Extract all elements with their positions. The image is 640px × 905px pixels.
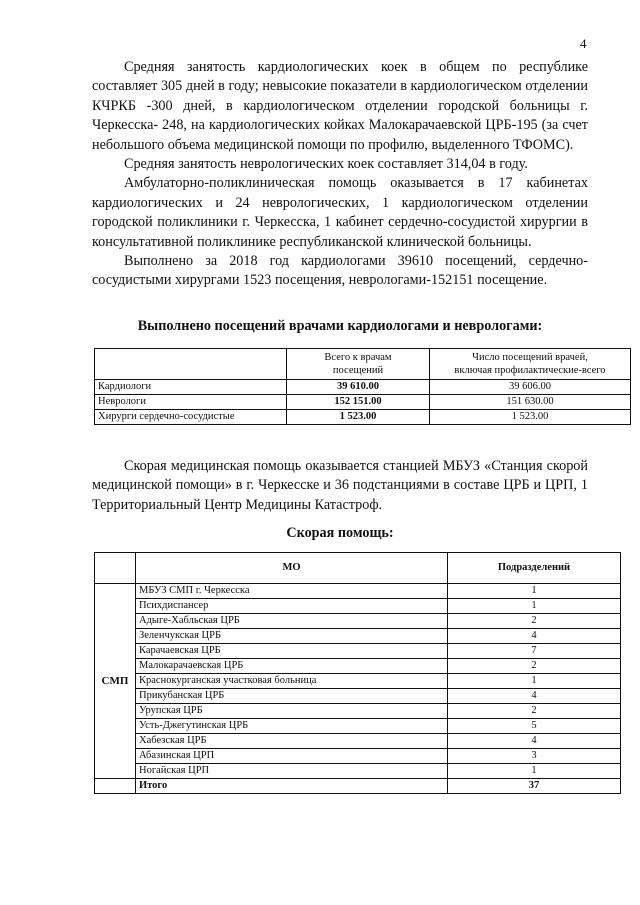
total-visits: 1 523.00: [287, 410, 430, 425]
table-row: [95, 584, 621, 599]
paragraph: Амбулаторно-поликлиническая помощь оказывается в 17 кабинетах кардиологических и 24 неврологических, 1 кардиологическом отделении городской поликлиники г. Черкесска, 1 кабинет сердечно-сосудистой хирургии в консультативной поликлинике республиканской клинической больницы.: [92, 175, 588, 250]
total-visits: 39 610.00: [287, 380, 430, 395]
table-row: [95, 704, 621, 719]
units-count: 2: [448, 704, 621, 719]
units-count: 5: [448, 719, 621, 734]
table-row: [95, 764, 621, 779]
mo-name: Краснокурганская участковая больница: [136, 674, 448, 689]
header-text: включая профилактические-всего: [454, 365, 606, 376]
units-count: 1: [448, 599, 621, 614]
row-label: Неврологи: [95, 395, 287, 410]
page-number: 4: [580, 36, 587, 51]
visits-incl: 39 606.00: [430, 380, 631, 395]
table-header-cell: [287, 349, 430, 380]
mo-name: Карачаевская ЦРБ: [136, 644, 448, 659]
units-count: 4: [448, 734, 621, 749]
table-row: [95, 395, 631, 410]
units-count: 2: [448, 614, 621, 629]
visits-incl: 1 523.00: [430, 410, 631, 425]
table-row: [95, 734, 621, 749]
paragraph: Средняя занятость кардиологических коек в общем по республике составляет 305 дней в году; невысокие показатели в кардиологическом отделении КЧРКБ -300 дней, в кардиологическом отделении городской больницы г. Черкесска- 248, на кардиологических койках Малокарачаевской ЦРБ-195 (за счет небольшого объема медицинской помощи по профилю, выделенного ТФОМС).: [92, 59, 588, 153]
header-text: Число посещений врачей,: [472, 352, 588, 363]
mo-name: Адыге-Хабльская ЦРБ: [136, 614, 448, 629]
total-label: Итого: [136, 779, 448, 794]
total-visits: 152 151.00: [287, 395, 430, 410]
units-count: 2: [448, 659, 621, 674]
row-label: Хирурги сердечно-сосудистые: [95, 410, 287, 425]
table-header-cell: [95, 349, 287, 380]
ambulance-table: [94, 552, 621, 794]
header-mo: МО: [136, 553, 448, 584]
mo-name: МБУЗ СМП г. Черкесска: [136, 584, 448, 599]
units-count: 3: [448, 749, 621, 764]
paragraph: Средняя занятость неврологических коек составляет 314,04 в году.: [124, 156, 528, 173]
table-header-row: [95, 553, 621, 584]
table-row: [95, 674, 621, 689]
visits-incl: 151 630.00: [430, 395, 631, 410]
mo-name: Абазинская ЦРП: [136, 749, 448, 764]
mo-name: Прикубанская ЦРБ: [136, 689, 448, 704]
units-count: 1: [448, 764, 621, 779]
mo-name: Психдиспансер: [136, 599, 448, 614]
total-spacer: [95, 779, 136, 794]
units-count: 4: [448, 629, 621, 644]
units-count: 1: [448, 674, 621, 689]
table-row: [95, 719, 621, 734]
header-units: Подразделений: [448, 553, 621, 584]
intro-text: [92, 58, 588, 291]
table-row: [95, 380, 631, 395]
table-row: [95, 629, 621, 644]
table-row: [95, 644, 621, 659]
mo-name: Урупская ЦРБ: [136, 704, 448, 719]
table-row: [95, 599, 621, 614]
ambulance-text: [92, 457, 588, 515]
mo-name: Хабезская ЦРБ: [136, 734, 448, 749]
row-label: Кардиологи: [95, 380, 287, 395]
mo-name: Усть-Джегутинская ЦРБ: [136, 719, 448, 734]
table-row: [95, 659, 621, 674]
paragraph: Выполнено за 2018 год кардиологами 39610 посещений, сердечно-сосудистыми хирургами 1523 посещения, неврологами-152151 посещение.: [92, 253, 588, 289]
units-count: 4: [448, 689, 621, 704]
total-value: 37: [448, 779, 621, 794]
mo-name: Малокарачаевская ЦРБ: [136, 659, 448, 674]
units-count: 1: [448, 584, 621, 599]
mo-name: Ногайская ЦРП: [136, 764, 448, 779]
table-header-cell: [430, 349, 631, 380]
paragraph: Скорая медицинская помощь оказывается станцией МБУЗ «Станция скорой медицинской помощи» в г. Черкесске и 36 подстанциями в составе ЦРБ и ЦРП, 1 Территориальный Центр Медицины Катастроф.: [92, 458, 588, 513]
ambulance-heading: Скорая помощь:: [286, 525, 394, 541]
header-text: посещений: [332, 365, 384, 376]
table-row: [95, 410, 631, 425]
table-row: [95, 689, 621, 704]
total-row: [95, 779, 621, 794]
visits-table: [94, 348, 631, 425]
group-label: СМП: [95, 584, 136, 779]
table-header-cell: [95, 553, 136, 584]
table-row: [95, 614, 621, 629]
mo-name: Зеленчукская ЦРБ: [136, 629, 448, 644]
visits-heading: Выполнено посещений врачами кардиологами и неврологами:: [137, 318, 543, 334]
units-count: 7: [448, 644, 621, 659]
header-text: Всего к врачам: [324, 352, 392, 363]
table-row: [95, 749, 621, 764]
table-header-row: [95, 349, 631, 380]
